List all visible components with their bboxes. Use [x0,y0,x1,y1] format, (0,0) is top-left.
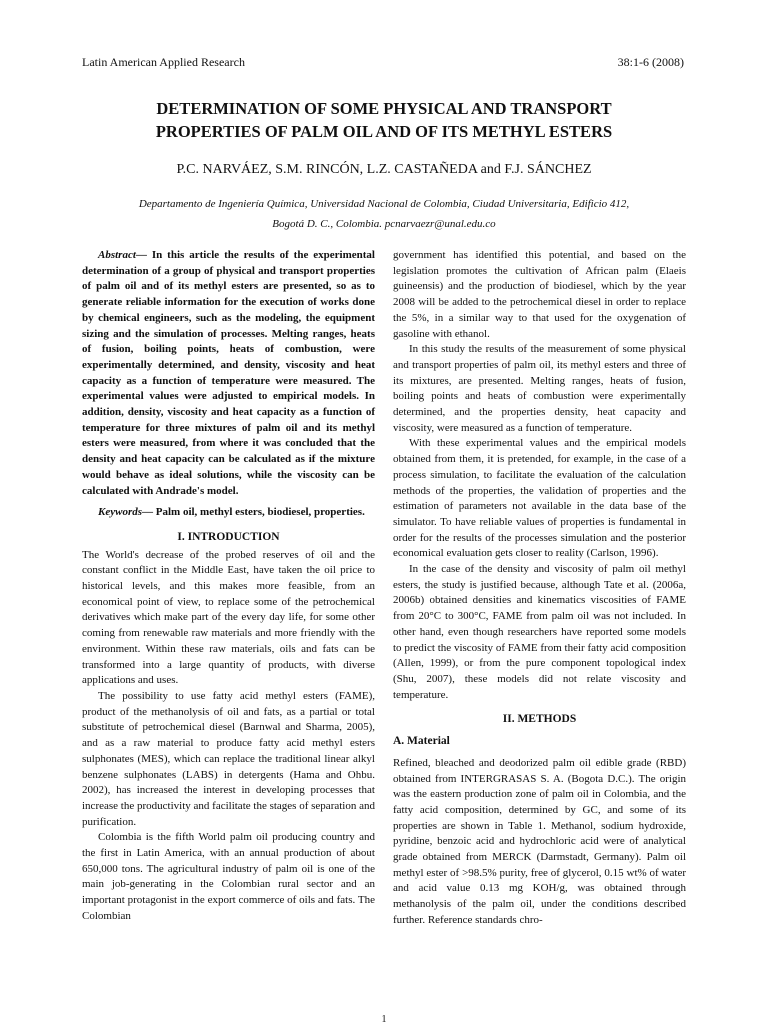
affiliation-line-1: Departamento de Ingeniería Química, Universidad Nacional de Colombia, Ciudad Universitaria, Edificio 412, [138,198,630,210]
section-heading-introduction: I. INTRODUCTION [177,530,280,543]
subsection-heading-material: A. Material [393,735,450,748]
affiliation [60,194,708,234]
abstract [82,248,375,499]
paragraph: Refined, bleached and deodorized palm oil edible grade (RBD) obtained from INTERGRASAS S. A. (Bogota D.C.). The origin was the eastern production zone of palm oil in Colombia, and the fatty acid composition, determined by GC, and some of its properties are shown in Table 1. Methanol, sodium hydroxide, pyridine, benzoic acid and hydrochloric acid were of analytical grade obtained from MERCK (Darmstadt, Germany). Palm oil methyl ester of >98.5% purity, free of glycerol, 0.15 wt% of water and acid value 0.13 mg KOH/g, was obtained through methanolysis of the palm oil, under the conditions described further. Reference standards chro- [393,756,686,926]
left-column [82,248,375,925]
keywords-lead: Keywords [98,506,142,519]
paragraph: The possibility to use fatty acid methyl esters (FAME), product of the methanolysis of oil and fats, as a partial or total substitute of petrochemical diesel (Barnwal and Sharma, 2005), and as a raw material to produce fatty acid methyl esters sulphonates (MES), which can replace the traditional linear alkyl benzene sulphonates (LABS) in detergents (Hama and Ohbu. 2002), has increased the interest in developing processes that increase the productivity and facilitate the stages of separation and purification. [82,689,375,828]
abstract-lead: Abstract [98,249,136,261]
affiliation-line-2: Bogotá D. C., Colombia. pcnarvaezr@unal.edu.co [272,218,496,230]
right-column [393,248,686,929]
title-line-2: PROPERTIES OF PALM OIL AND OF ITS METHYL ESTERS [155,122,613,141]
paragraph: Colombia is the fifth World palm oil producing country and the first in Latin America, with an annual production of about 650,000 tons. The agricultural industry of palm oil is one of the main job-generating in the Colombian rural sector and an important protagonist in the export commerce of oils and fats. The Colombian [82,831,375,922]
abstract-text: — In this article the results of the experimental determination of a group of physical and transport properties of palm oil and of its methyl esters are presented, so as to generate reliable information for the execution of works done by chemical engineers, such as the modeling, the equipment sizing and the simulation of processes. Melting ranges, heats of fusion, boiling points, heats of combustion, were experimentally determined, and density, viscosity and heat capacity as a function of temperature were measured. The experimental values were adjusted to empirical models. In addition, density, viscosity and heat capacity as a function of temperature for three mixtures of palm oil and its methyl esters were measured, from where it was concluded that the density and heat capacity can be calculated as if the mixture would behave as ideal solutions, while the viscosity can be calculated with Andrade's model. [82,249,375,497]
keywords [82,505,375,521]
section-heading-methods: II. METHODS [502,713,577,726]
paragraph: government has identified this potential, and based on the legislation promotes the cultivation of African palm (Elaeis guineensis) and the production of biodiesel, which by the year 2008 will be added to the petrochemical diesel in order to replace the 5%, in a similar way to that used for the oxygenation of gasoline with ethanol. [393,249,686,340]
journal-citation: 38:1-6 (2008) [617,55,684,69]
title-line-1: DETERMINATION OF SOME PHYSICAL AND TRANSPORT [156,99,612,118]
authors: P.C. NARVÁEZ, S.M. RINCÓN, L.Z. CASTAÑEDA and F.J. SÁNCHEZ [176,162,592,177]
paragraph: In this study the results of the measurement of some physical and transport properties of palm oil, its methyl esters and three of its mixtures, are presented. Melting ranges, heats of fusion, boiling points and heats of combustion were experimentally determined, and the properties density, heat capacity and viscosity, were measured as a function of temperature. [393,343,686,434]
paragraph: The World's decrease of the probed reserves of oil and the constant conflict in the Middle East, have taken the oil price to historical levels, and this makes more feasible, from an economical point of view, to replace some of the petrochemical derivatives which make part of the every day life, for some other coming from renewable raw materials and more friendly with the environment. Within these raw materials, oils and fats can be transformed into a large quantity of products, with diverse applications and uses. [82,548,375,687]
paragraph: With these experimental values and the empirical models obtained from them, it is pretended, for example, in the case of a process simulation, to facilitate the evaluation of the calculation methods of the properties, the validation of properties and the estimation of parameters not available in the data base of the simulator. To have reliable values of properties is fundamental in order for the results of the processes simulation and the posterior economical evaluation gets closer to reality (Carlson, 1996). [393,437,686,560]
paper-title [60,97,708,143]
keywords-text: — Palm oil, methyl esters, biodiesel, properties. [142,506,365,519]
journal-name: Latin American Applied Research [82,55,245,69]
paragraph: In the case of the density and viscosity of palm oil methyl esters, the study is justified because, although Tate et al. (2006a, 2006b) obtained densities and kinematics viscosities of FAME from 20°C to 300°C, FAME from palm oil was not included. In other hand, even though researchers have reported some models to predict the viscosity of FAME from their fatty acid composition (Allen, 1999), or from the pure component topological index (Shu, 2007), these models did not relate viscosity and temperature. [393,563,686,701]
page-number: 1 [381,1014,387,1025]
